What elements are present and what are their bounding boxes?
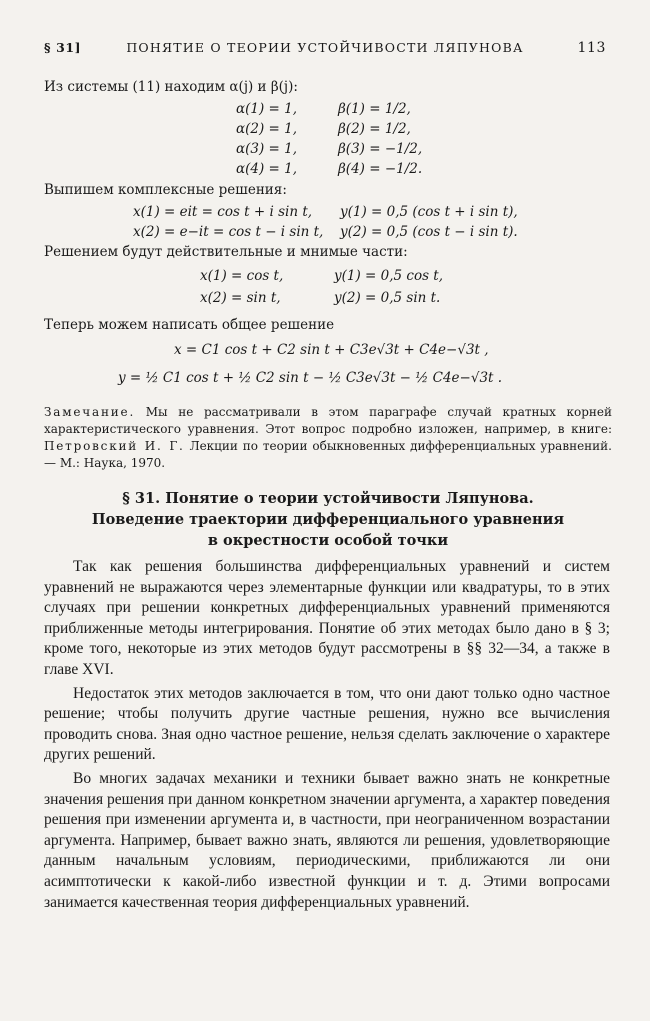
- complex-x: x(1) = eit = cos t + i sin t,: [133, 204, 313, 220]
- section-heading: [44, 488, 612, 551]
- paragraph: Во многих задачах механики и техники бывает важно знать не конкретные значения решения при данном конкретном значении аргумента, а характер поведения решения при изменении аргумента и, в частности, при неограниченном возрастании аргумента. Например, бывает важно знать, являются ли решения, удовлетворяющие данным начальным условиям, периодическими, приближаются ли они асимптотически к какой-либо известной функции и т. д. Этими вопросами занимается качественная теория дифференциальных уравнений.: [44, 769, 610, 911]
- general-solution-x: x = C1 cos t + C2 sin t + C3e√3t + C4e−√3t ,: [174, 342, 489, 358]
- complex-x: x(2) = e−it = cos t − i sin t,: [133, 224, 324, 240]
- beta-value: β(3) = −1/2,: [338, 141, 423, 157]
- complex-intro: Выпишем комплексные решения:: [44, 182, 287, 198]
- general-solution-y: y = ½ C1 cos t + ½ C2 sin t − ½ C3e√3t − ½ C4e−√3t .: [118, 370, 503, 386]
- paragraph: Так как решения большинства дифференциальных уравнений и систем уравнений не выражаются через элементарные функции или квадратуры, то в этих случаях при решении конкретных дифференциальных уравнений применяются приближенные методы интегрирования. Понятие об этих методах было дано в § 3; кроме того, некоторые из этих методов будут рассмотрены в §§ 32—34, а также в главе XVI.: [44, 558, 610, 678]
- beta-value: β(2) = 1/2,: [338, 121, 411, 137]
- real-x: x(2) = sin t,: [200, 290, 281, 306]
- real-x: x(1) = cos t,: [200, 268, 284, 284]
- real-y: y(2) = 0,5 sin t.: [334, 290, 441, 306]
- section-heading-line: § 31. Понятие о теории устойчивости Ляпунова.: [122, 490, 534, 507]
- remark-label: Замечание.: [44, 405, 136, 419]
- running-title: ПОНЯТИЕ О ТЕОРИИ УСТОЙЧИВОСТИ ЛЯПУНОВА: [126, 40, 524, 55]
- beta-value: β(4) = −1/2.: [338, 161, 423, 177]
- section-mark: § 31]: [44, 40, 82, 55]
- alpha-value: α(1) = 1,: [236, 101, 298, 117]
- body-text: [44, 557, 610, 913]
- section-heading-line: Поведение траектории дифференциального уравнения: [91, 511, 565, 528]
- real-y: y(1) = 0,5 cos t,: [334, 268, 444, 284]
- section-heading-line: в окрестности особой точки: [207, 532, 449, 549]
- remark-note: [44, 404, 612, 472]
- running-header: [44, 40, 606, 58]
- alpha-value: α(4) = 1,: [236, 161, 298, 177]
- complex-y: y(1) = 0,5 (cos t + i sin t),: [340, 204, 518, 220]
- remark-author: Петровский И. Г.: [44, 439, 185, 453]
- paragraph: Недостаток этих методов заключается в том, что они дают только одно частное решение; чтобы получить другие частные решения, нужно все вычисления проводить снова. Зная одно частное решение, нельзя сделать заключение о характере других решений.: [44, 684, 610, 764]
- intro-line: Из системы (11) находим α(j) и β(j):: [44, 79, 298, 95]
- alpha-value: α(3) = 1,: [236, 141, 298, 157]
- complex-y: y(2) = 0,5 (cos t − i sin t).: [340, 224, 518, 240]
- remark-text-a: Мы не рассматривали в этом параграфе случай кратных корней характеристического уравнения. Этот вопрос подробно изложен, например, в книге:: [44, 405, 612, 436]
- beta-value: β(1) = 1/2,: [338, 101, 411, 117]
- real-intro: Решением будут действительные и мнимые части:: [44, 244, 408, 260]
- alpha-value: α(2) = 1,: [236, 121, 298, 137]
- remark-text-b: Лекции по теории обыкновенных дифференциальных уравнений.— М.: Наука, 1970.: [44, 439, 612, 470]
- general-intro: Теперь можем написать общее решение: [44, 317, 335, 333]
- page-number: 113: [577, 40, 606, 56]
